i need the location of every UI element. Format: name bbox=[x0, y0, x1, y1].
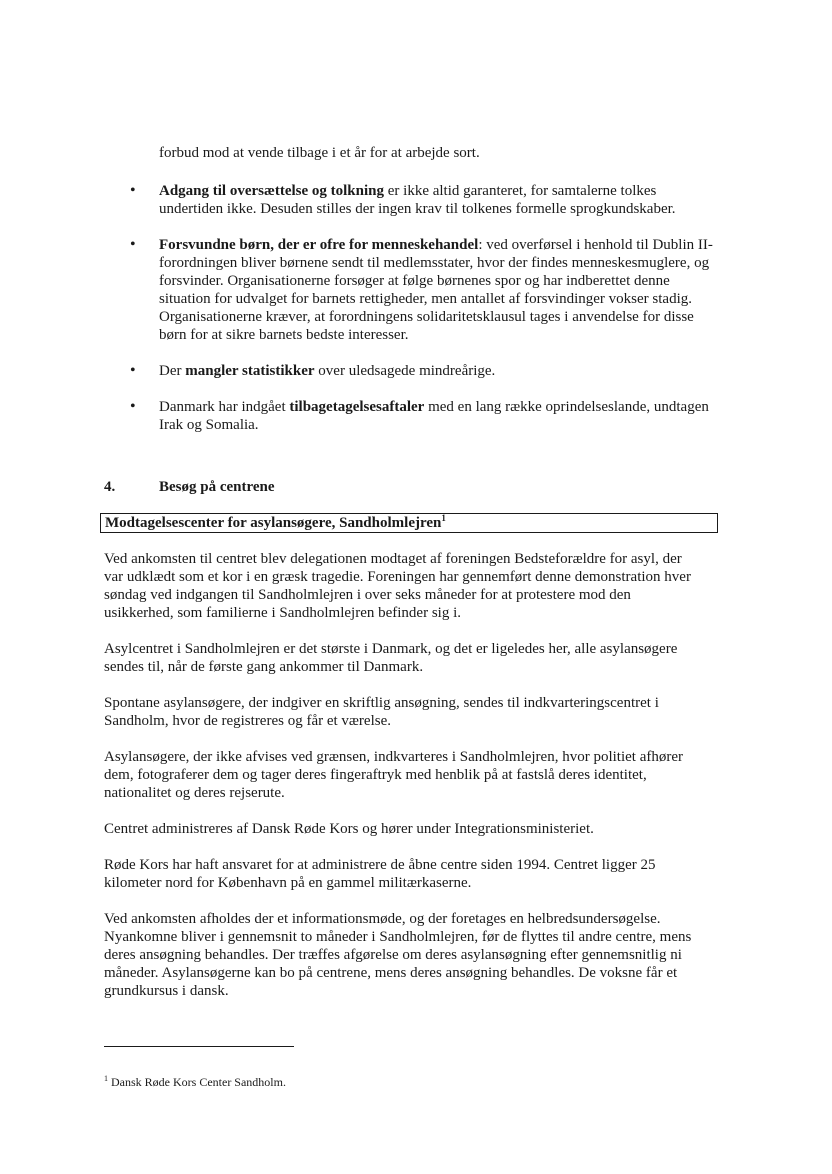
center-heading bbox=[105, 514, 448, 533]
bullet-text-bold: Forsvundne børn, der er ofre for menneskehandel bbox=[159, 237, 479, 253]
bullet-icon: • bbox=[130, 236, 136, 253]
bullet-text-post: over uledsagede mindreårige. bbox=[314, 363, 496, 379]
footnote-marker: 1 bbox=[104, 1074, 108, 1083]
bullet-text-bold: tilbagetagelsesaftaler bbox=[289, 399, 425, 415]
paragraph: Centret administreres af Dansk Røde Kors og hører under Integrationsministeriet. bbox=[104, 821, 594, 837]
section-heading bbox=[104, 478, 704, 496]
center-heading-box bbox=[100, 513, 718, 533]
footnote-reference[interactable]: 1 bbox=[441, 513, 446, 523]
bullet-text-pre: Der bbox=[159, 363, 186, 379]
bullet-item bbox=[100, 398, 720, 434]
continuation-text: forbud mod at vende tilbage i et år for at arbejde sort. bbox=[159, 145, 480, 161]
footnote bbox=[104, 1072, 604, 1089]
paragraph: Asylcentret i Sandholmlejren er det største i Danmark, og det er ligeledes her, alle asylansøgere sendes til, når de første gang ankommer til Danmark. bbox=[104, 641, 678, 675]
bullet-text-bold: mangler statistikker bbox=[185, 363, 315, 379]
bullet-text-bold: Adgang til oversættelse og tolkning bbox=[159, 183, 384, 199]
body-text bbox=[104, 550, 704, 1018]
bullet-icon: • bbox=[130, 362, 136, 379]
section-title: Besøg på centrene bbox=[159, 479, 275, 495]
bullet-icon: • bbox=[130, 182, 136, 199]
bullet-icon: • bbox=[130, 398, 136, 415]
bullet-list bbox=[100, 182, 720, 452]
paragraph: Spontane asylansøgere, der indgiver en skriftlig ansøgning, sendes til indkvarteringscentret i Sandholm, hvor de registreres og får et værelse. bbox=[104, 695, 659, 729]
paragraph: Røde Kors har haft ansvaret for at administrere de åbne centre siden 1994. Centret ligger 25 kilometer nord for København på en gammel militærkaserne. bbox=[104, 857, 656, 891]
bullet-text-post: : ved overførsel i henhold til Dublin II-forordningen bliver børnene sendt til medlemsstater, hvor der findes menneskesmuglere, og forsvinder. Organisationerne forsøger at følge børnenes spor og har indberettet denne situation for udvalget for barnets rettigheder, men antallet af forsvindinger vokser stadig. Organisationerne kræver, at forordningens solidaritetsklausul tages i anvendelse for disse børn for at sikre barnets bedste interesser. bbox=[159, 237, 713, 343]
footnote-text: Dansk Røde Kors Center Sandholm. bbox=[111, 1075, 286, 1089]
paragraph: Ved ankomsten afholdes der et informationsmøde, og der foretages en helbredsundersøgelse. Nyankomne bliver i gennemsnit to måneder i Sandholmlejren, før de flyttes til andre centre, mens deres ansøgning behandles. Der træffes afgørelse om deres asylansøgning efter gennemsnitlig ni måneder. Asylansøgerne kan bo på centrene, mens deres ansøgning behandles. De voksne får et grundkursus i dansk. bbox=[104, 911, 692, 999]
footnote-divider bbox=[104, 1046, 294, 1047]
section-number: 4. bbox=[104, 479, 116, 495]
bullet-item bbox=[100, 362, 720, 380]
bullet-text-post: med en lang række oprindelseslande, undtagen Irak og Somalia. bbox=[159, 399, 709, 433]
bullet-item bbox=[100, 182, 720, 218]
center-heading-text: Modtagelsescenter for asylansøgere, Sandholmlejren bbox=[105, 515, 442, 531]
paragraph: Asylansøgere, der ikke afvises ved grænsen, indkvarteres i Sandholmlejren, hvor politiet afhører dem, fotograferer dem og tager deres fingeraftryk med henblik på at fastslå deres identitet, nationalitet og deres rejserute. bbox=[104, 749, 684, 801]
bullet-item bbox=[100, 236, 720, 344]
bullet-text-post: er ikke altid garanteret, for samtalerne tolkes undertiden ikke. Desuden stilles der ingen krav til tolkenes formelle sprogkundskaber. bbox=[159, 183, 676, 217]
bullet-text-pre: Danmark har indgået bbox=[159, 399, 290, 415]
paragraph: Ved ankomsten til centret blev delegationen modtaget af foreningen Bedsteforældre for asyl, der var udklædt som et kor i en græsk tragedie. Foreningen har gennemført denne demonstration hver søndag ved indgangen til Sandholmlejren i over seks måneder for at protestere mod den usikkerhed, som familierne i Sandholmlejren befinder sig i. bbox=[104, 551, 691, 621]
